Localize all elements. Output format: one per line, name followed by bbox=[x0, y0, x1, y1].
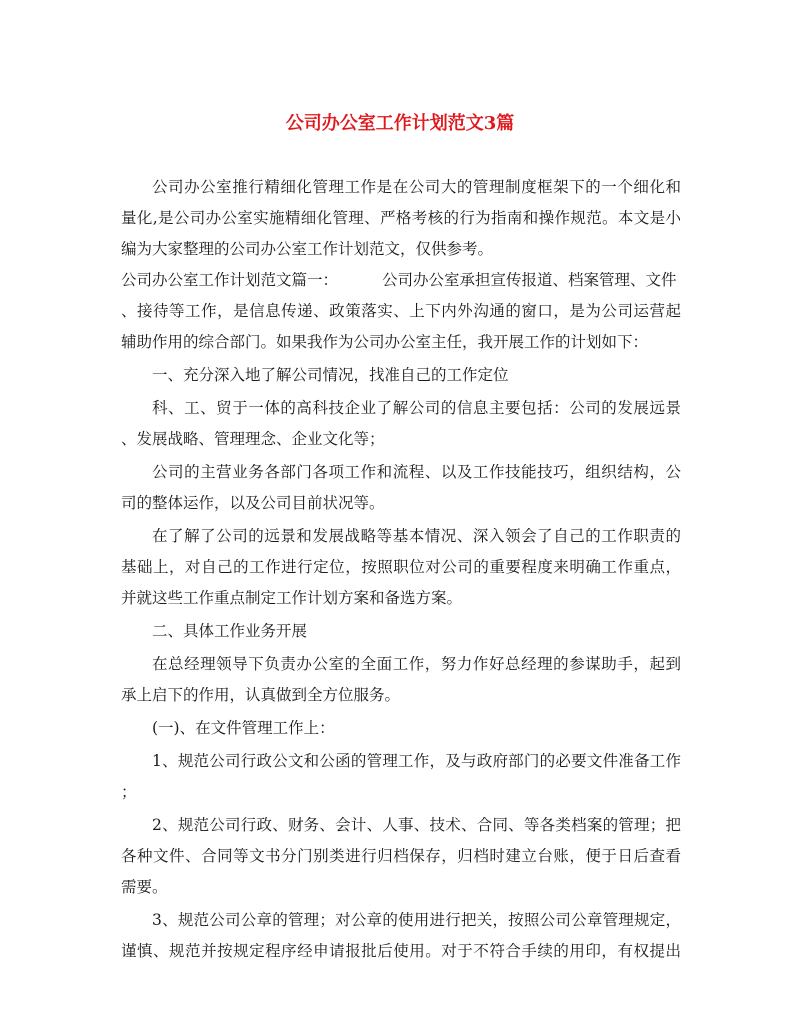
paragraph-line: 谨慎、规范并按规定程序经申请报批后使用。对于不符合手续的用印，有权提出 bbox=[121, 942, 681, 960]
paragraph-line: 司的整体运作，以及公司目前状况等。 bbox=[121, 494, 385, 512]
paragraph-line: 编为大家整理的公司办公室工作计划范文，仅供参考。 bbox=[121, 240, 494, 258]
paragraph-line: 1、规范公司行政公文和公函的管理工作，及与政府部门的必要文件准备工作 bbox=[152, 752, 681, 770]
paragraph-line: 在总经理领导下负责办公室的全面工作，努力作好总经理的参谋助手，起到 bbox=[152, 655, 681, 673]
section-heading: 二、具体工作业务开展 bbox=[152, 622, 308, 640]
paragraph-line: 科、工、贸于一体的高科技企业了解公司的信息主要包括：公司的发展远景 bbox=[152, 399, 681, 417]
paragraph-line: 承上启下的作用，认真做到全方位服务。 bbox=[121, 686, 401, 704]
document-title: 公司办公室工作计划范文3篇 bbox=[285, 113, 515, 134]
paragraph-line: 需要。 bbox=[121, 878, 168, 896]
section-heading: 公司办公室工作计划范文篇一： bbox=[121, 271, 339, 289]
paragraph-line: 量化,是公司办公室实施精细化管理、严格考核的行为指南和操作规范。本文是小 bbox=[121, 209, 681, 227]
paragraph-line: 在了解了公司的远景和发展战略等基本情况、深入领会了自己的工作职责的 bbox=[152, 527, 681, 545]
paragraph-line: 各种文件、合同等文书分门别类进行归档保存，归档时建立台账，便于日后查看 bbox=[121, 847, 681, 865]
paragraph-line bbox=[121, 265, 681, 296]
document-body bbox=[121, 172, 681, 967]
paragraph-line: ； bbox=[121, 783, 137, 801]
paragraph-line: 并就这些工作重点制定工作计划方案和备选方案。 bbox=[121, 589, 463, 607]
paragraph-line: 公司办公室推行精细化管理工作是在公司大的管理制度框架下的一个细化和 bbox=[152, 178, 681, 196]
paragraph-line: 公司的主营业务各部门各项工作和流程、以及工作技能技巧，组织结构，公 bbox=[152, 463, 681, 481]
paragraph-line: 辅助作用的综合部门。如果我作为公司办公室主任，我开展工作的计划如下： bbox=[121, 333, 649, 351]
section-heading: 一、充分深入地了解公司情况，找准自己的工作定位 bbox=[152, 366, 509, 384]
paragraph-line: 、接待等工作，是信息传递、政策落实、上下内外沟通的窗口，是为公司运营起 bbox=[121, 302, 681, 320]
paragraph-line: 2、规范公司行政、财务、会计、人事、技术、合同、等各类档案的管理；把 bbox=[152, 816, 681, 834]
paragraph-line: 3、规范公司公章的管理；对公章的使用进行把关，按照公司公章管理规定， bbox=[152, 911, 681, 929]
paragraph-text: 公司办公室承担宣传报道、档案管理、文件 bbox=[382, 271, 677, 289]
paragraph-line: 基础上，对自己的工作进行定位，按照职位对公司的重要程度来明确工作重点， bbox=[121, 558, 681, 576]
subsection-heading: (一)、在文件管理工作上： bbox=[152, 719, 335, 737]
paragraph-line: 、发展战略、管理理念、企业文化等； bbox=[121, 430, 385, 448]
